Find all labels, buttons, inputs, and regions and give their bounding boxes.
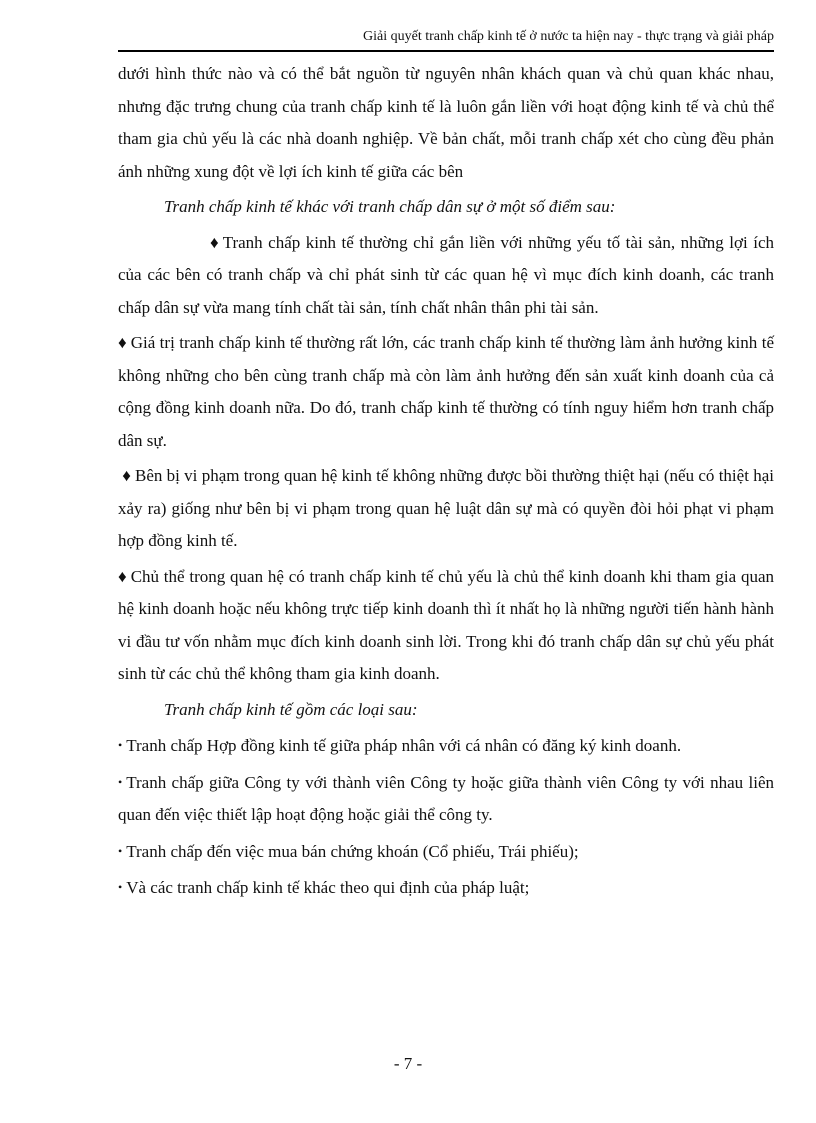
difference-item-text: Giá trị tranh chấp kinh tế thường rất lớn, các tranh chấp kinh tế thường làm ảnh hưởng kinh tế không những cho bên cùng tranh chấp mà còn làm ảnh hưởng đến sản xuất kinh doanh của cả cộng đồng kinh doanh nữa. Do đó, tranh chấp kinh tế thường có tính nguy hiểm hơn tranh chấp dân sự.	[118, 333, 774, 450]
diamond-bullet-icon: ♦	[118, 333, 127, 352]
dot-bullet-icon: •	[118, 738, 123, 752]
dot-bullet-icon: •	[118, 774, 123, 789]
diamond-bullet-icon: ♦	[118, 566, 127, 586]
type-item	[118, 871, 774, 905]
difference-item	[118, 227, 774, 325]
type-item	[118, 729, 774, 763]
type-item	[118, 835, 774, 869]
difference-item	[118, 327, 774, 457]
page-number: - 7 -	[393, 1054, 423, 1073]
diamond-bullet-icon: ♦	[122, 466, 131, 485]
intro-paragraph: dưới hình thức nào và có thể bắt nguồn từ nguyên nhân khách quan và chủ quan khác nhau, nhưng đặc trưng chung của tranh chấp kinh tế là luôn gắn liền với hoạt động kinh tế và chủ thể tham gia chủ yếu là các nhà doanh nghiệp. Về bản chất, mỗi tranh chấp xét cho cùng đều phản ánh những xung đột về lợi ích kinh tế giữa các bên	[118, 64, 774, 181]
type-item-text: Tranh chấp Hợp đồng kinh tế giữa pháp nhân với cá nhân có đăng ký kinh doanh.	[126, 736, 682, 755]
difference-item	[118, 460, 774, 558]
page-content	[118, 58, 774, 905]
difference-item-text: Bên bị vi phạm trong quan hệ kinh tế không những được bồi thường thiệt hại (nếu có thiệt hại xảy ra) giống như bên bị vi phạm trong quan hệ luật dân sự mà có quyền đòi hỏi phạt vi phạm hợp đồng kinh tế.	[118, 466, 774, 550]
types-heading: Tranh chấp kinh tế gồm các loại sau:	[164, 699, 418, 719]
type-item-text: Và các tranh chấp kinh tế khác theo qui định của pháp luật;	[126, 878, 530, 897]
type-item	[118, 766, 774, 832]
difference-item-text: Tranh chấp kinh tế thường chỉ gắn liền với những yếu tố tài sản, những lợi ích của các bên có tranh chấp và chỉ phát sinh từ các quan hệ vì mục đích kinh doanh, các tranh chấp dân sự vừa mang tính chất tài sản, tính chất nhân thân phi tài sản.	[118, 232, 774, 317]
differences-heading: Tranh chấp kinh tế khác với tranh chấp dân sự ở một số điểm sau:	[164, 197, 616, 216]
dot-bullet-icon: •	[118, 843, 123, 858]
dot-bullet-icon: •	[118, 880, 123, 894]
difference-item	[118, 561, 774, 691]
type-item-text: Tranh chấp giữa Công ty với thành viên Công ty hoặc giữa thành viên Công ty với nhau liên quan đến việc thiết lập hoạt động hoặc giải thể công ty.	[118, 772, 774, 824]
running-header: Giải quyết tranh chấp kinh tế ở nước ta hiện nay - thực trạng và giải pháp	[363, 29, 774, 44]
header-rule	[118, 50, 774, 52]
type-item-text: Tranh chấp đến việc mua bán chứng khoán (Cổ phiếu, Trái phiếu);	[126, 841, 579, 861]
difference-item-text: Chủ thể trong quan hệ có tranh chấp kinh tế chủ yếu là chủ thể kinh doanh khi tham gia quan hệ kinh doanh hoặc nếu không trực tiếp kinh doanh thì ít nhất họ là những người tiến hành hành vi đầu tư vốn nhằm mục đích kinh doanh sinh lời. Trong khi đó tranh chấp dân sự chủ yếu phát sinh từ các chủ thể không tham gia kinh doanh.	[118, 566, 774, 683]
diamond-bullet-icon: ♦	[210, 232, 219, 252]
